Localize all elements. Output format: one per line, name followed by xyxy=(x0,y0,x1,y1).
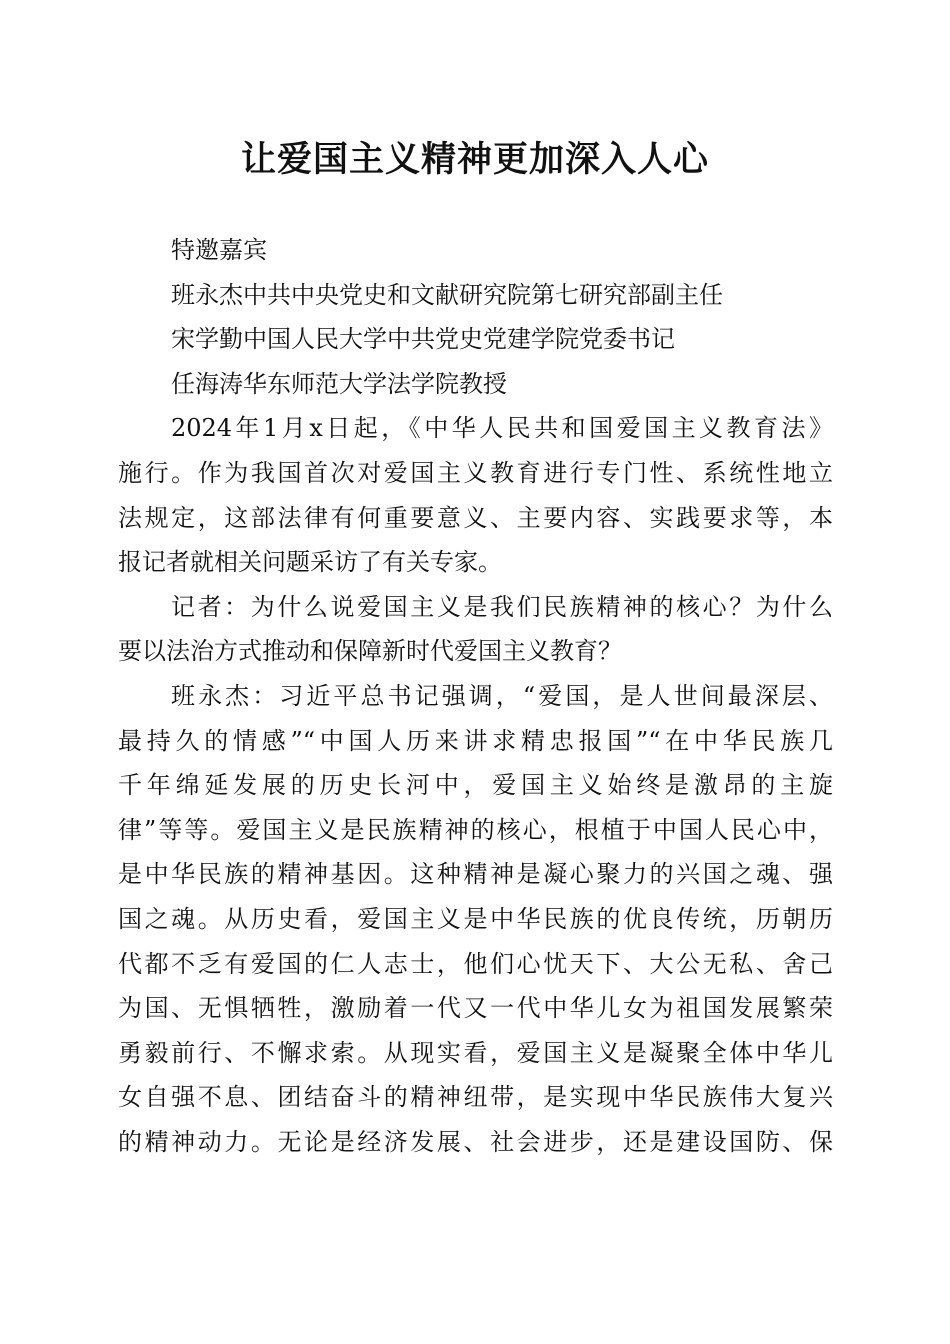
paragraph-line: 女自强不息、团结奋斗的精神纽带，是实现中华民族伟大复兴 xyxy=(118,1083,833,1112)
paragraph-line: 班永杰：习近平总书记强调，“爱国，是人世间最深层、 xyxy=(171,681,833,710)
paragraph-line: 施行。作为我国首次对爱国主义教育进行专门性、系统性地立 xyxy=(118,458,833,487)
paragraph-line: 报记者就相关问题采访了有关专家。 xyxy=(118,548,502,577)
paragraph-line: 要以法治方式推动和保障新时代爱国主义教育？ xyxy=(118,637,622,666)
guest-line: 任海涛华东师范大学法学院教授 xyxy=(171,369,507,398)
paragraph-line: 代都不乏有爱国的仁人志士，他们心忧天下、大公无私、舍己 xyxy=(118,949,833,978)
guest-line: 宋学勤中国人民大学中共党史党建学院党委书记 xyxy=(171,325,675,354)
paragraph-line: 是中华民族的精神基因。这种精神是凝心聚力的兴国之魂、强 xyxy=(118,860,833,889)
paragraph-intro xyxy=(118,406,833,584)
paragraph-line: 2024年1月x日起，《中华人民共和国爱国主义教育法》 xyxy=(171,414,833,443)
paragraph-line: 勇毅前行、不懈求索。从现实看，爱国主义是凝聚全体中华儿 xyxy=(118,1038,833,1067)
guests-section xyxy=(118,228,833,406)
document-body xyxy=(118,228,833,1164)
paragraph-line: 最持久的情感”“中国人历来讲求精忠报国”“在中华民族几 xyxy=(118,726,833,755)
paragraph-line: 法规定，这部法律有何重要意义、主要内容、实践要求等，本 xyxy=(118,503,833,532)
paragraph-line: 国之魂。从历史看，爱国主义是中华民族的优良传统，历朝历 xyxy=(118,904,833,933)
document-title: 让爱国主义精神更加深入人心 xyxy=(240,139,709,180)
guest-line: 班永杰中共中央党史和文献研究院第七研究部副主任 xyxy=(171,280,723,309)
paragraph-line: 千年绵延发展的历史长河中，爱国主义始终是激昂的主旋 xyxy=(118,771,833,800)
paragraph-question xyxy=(118,585,833,674)
paragraph-line: 记者：为什么说爱国主义是我们民族精神的核心？为什么 xyxy=(171,592,833,621)
guests-heading: 特邀嘉宾 xyxy=(171,236,267,264)
paragraph-line: 的精神动力。无论是经济发展、社会进步，还是建设国防、保 xyxy=(118,1127,833,1156)
paragraph-line: 律”等等。爱国主义是民族精神的核心，根植于中国人民心中， xyxy=(118,815,833,844)
paragraph-answer xyxy=(118,674,833,1165)
paragraph-line: 为国、无惧牺牲，激励着一代又一代中华儿女为祖国发展繁荣 xyxy=(118,994,833,1023)
